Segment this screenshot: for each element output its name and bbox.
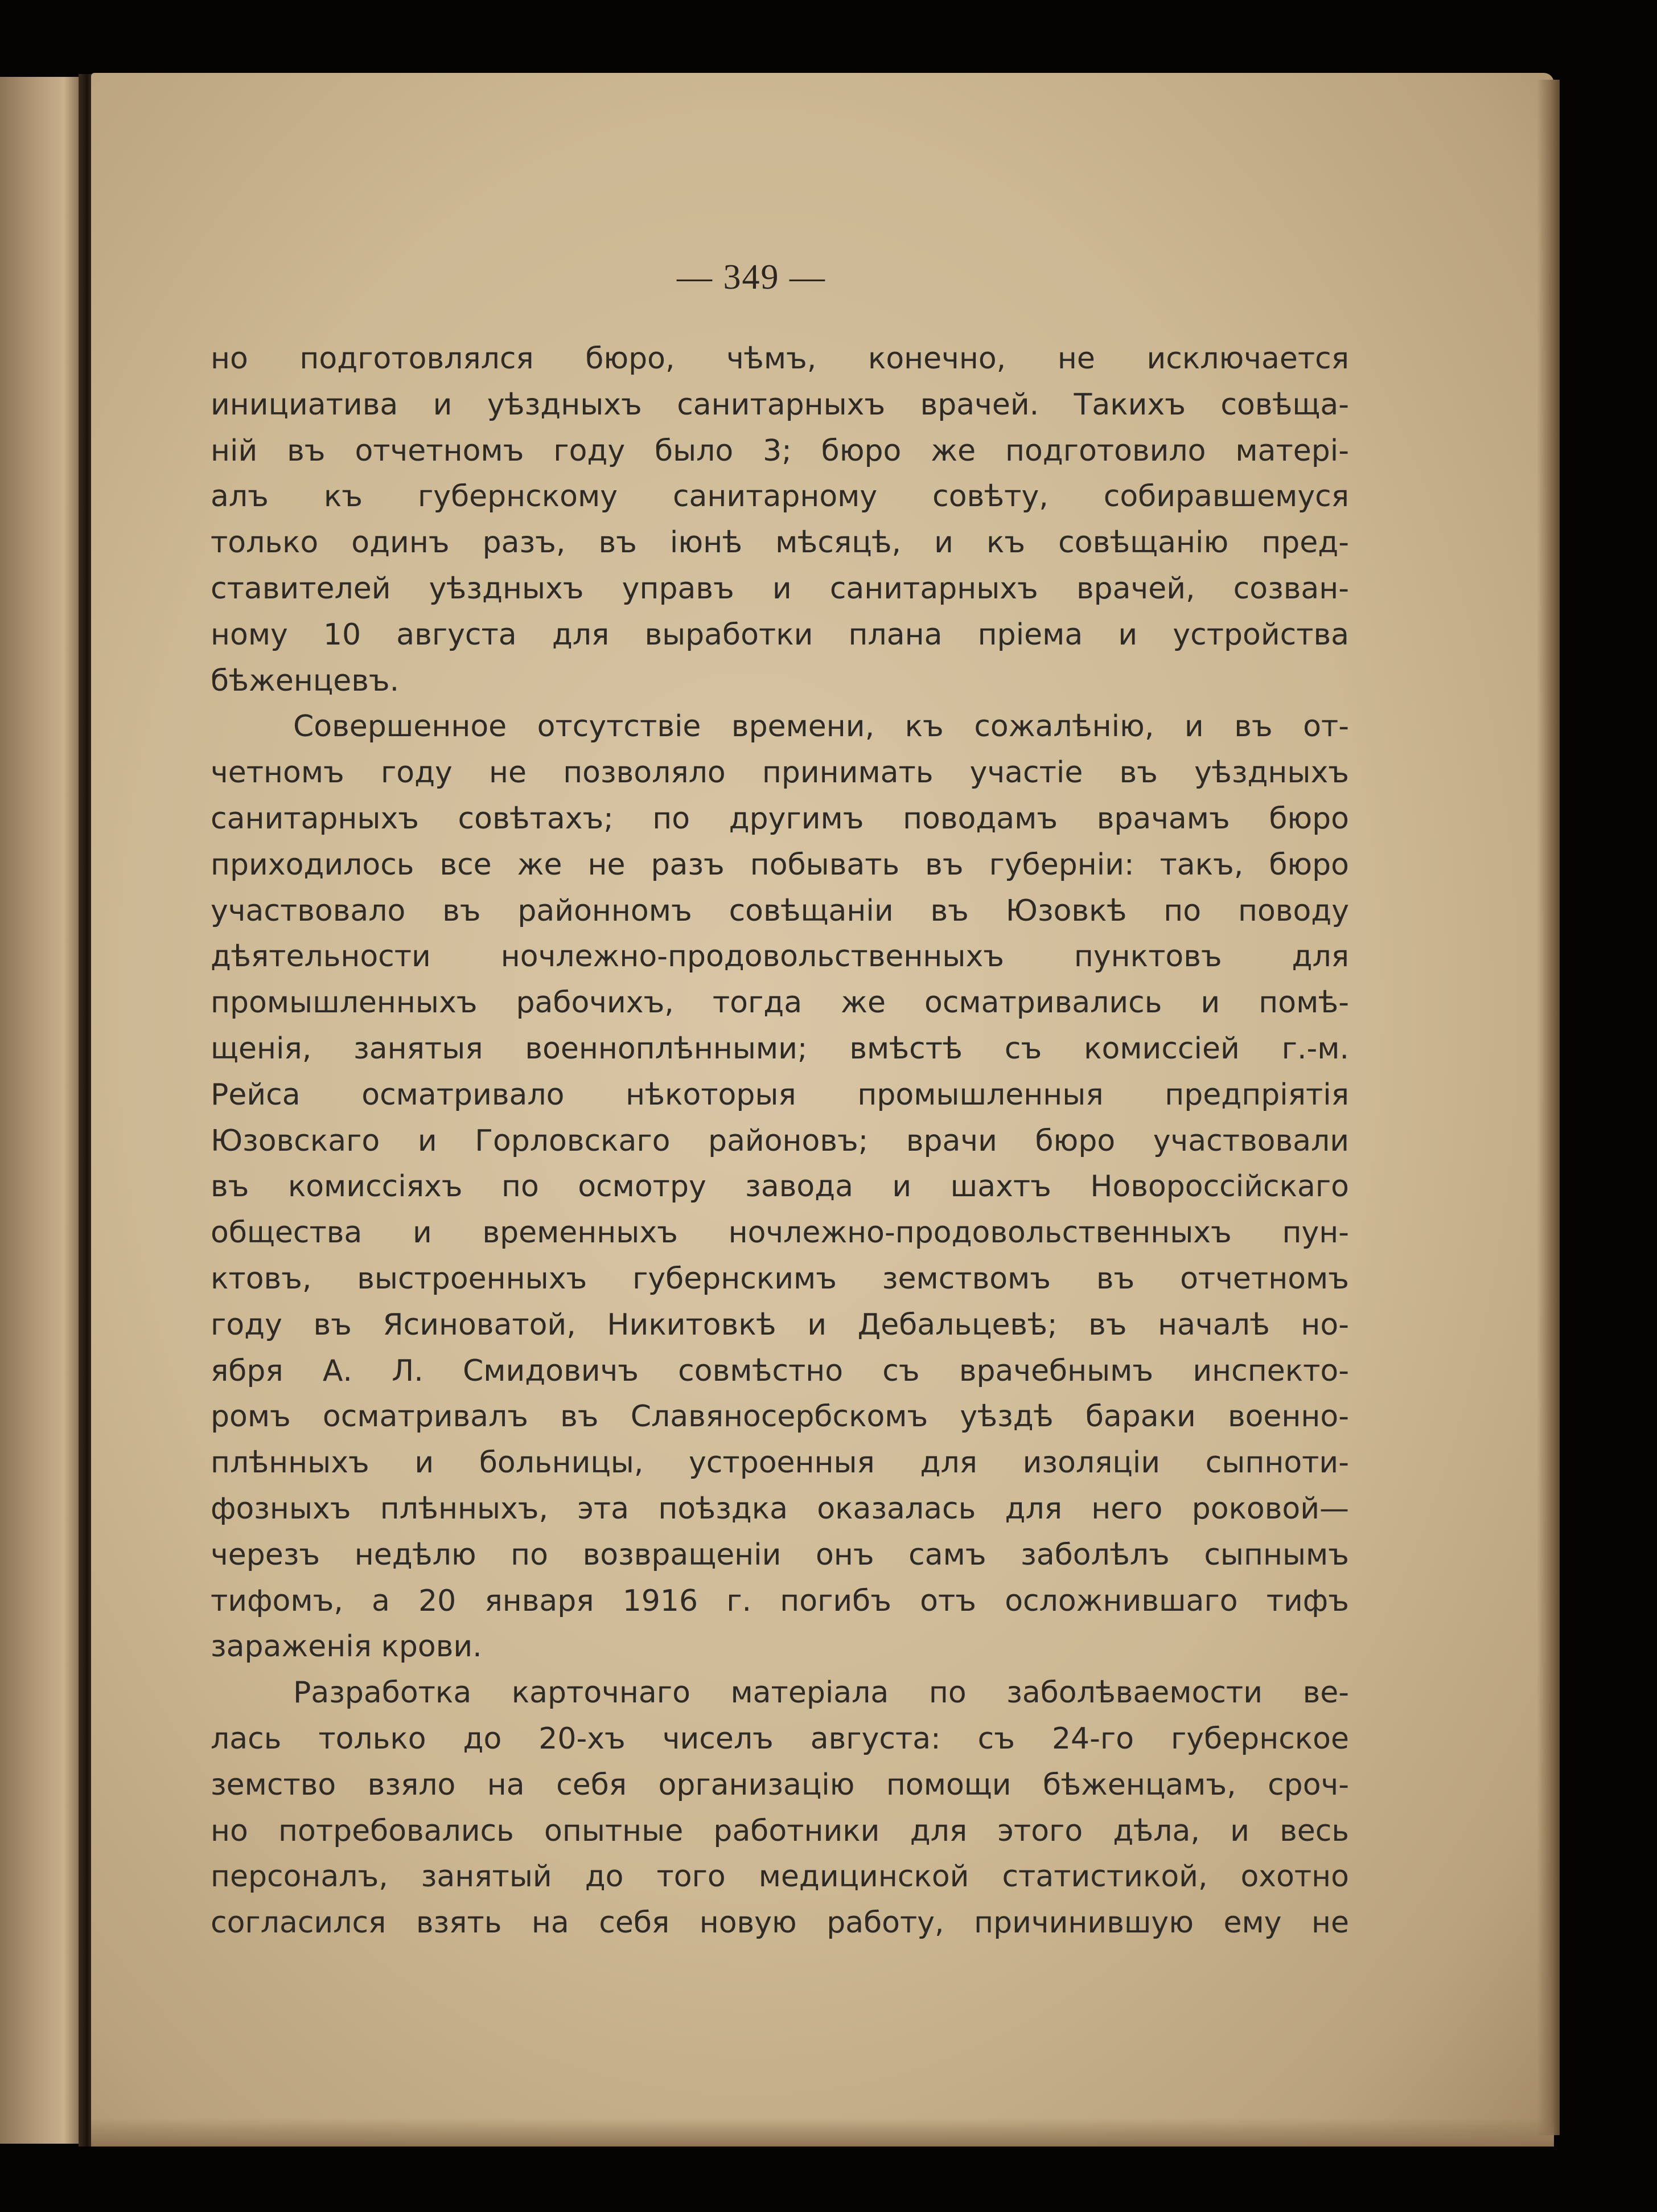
paragraph-1 xyxy=(211,336,1349,704)
text-line: приходилось все же не разъ побывать въ губернiи: такъ, бюро xyxy=(211,847,1349,882)
text-line: черезъ недѣлю по возвращенiи онъ самъ заболѣлъ сыпнымъ xyxy=(211,1537,1349,1572)
text-line: участвовало въ районномъ совѣщанiи въ Юзовкѣ по поводу xyxy=(211,893,1349,928)
page-bottom-edge xyxy=(91,2118,1554,2147)
text-line: Юзовскаго и Горловскаго районовъ; врачи бюро участвовали xyxy=(211,1123,1349,1158)
text-line: плѣнныхъ и больницы, устроенныя для изоляцiи сыпноти- xyxy=(211,1446,1349,1480)
text-line: Разработка карточнаго матерiала по заболѣваемости ве- xyxy=(293,1676,1349,1710)
paragraph-3 xyxy=(211,1670,1349,1946)
text-line: персоналъ, занятый до того медицинской статистикой, охотно xyxy=(211,1860,1349,1894)
text-line: промышленныхъ рабочихъ, тогда же осматривались и помѣ- xyxy=(211,986,1349,1020)
text-line: ному 10 августа для выработки плана прiема и устройства xyxy=(211,617,1349,652)
text-line: фозныхъ плѣнныхъ, эта поѣздка оказалась для него роковой— xyxy=(211,1491,1349,1526)
text-line: году въ Ясиноватой, Никитовкѣ и Дебальцевѣ; въ началѣ но- xyxy=(211,1307,1349,1342)
text-line: только одинъ разъ, въ iюнѣ мѣсяцѣ, и къ совѣщанiю пред- xyxy=(211,526,1349,560)
text-line: инициатива и уѣздныхъ санитарныхъ врачей. Такихъ совѣща- xyxy=(211,387,1349,422)
text-line: лась только до 20-хъ чиселъ августа: съ 24-го губернское xyxy=(211,1721,1349,1756)
text-line: ставителей уѣздныхъ управъ и санитарныхъ врачей, созван- xyxy=(211,571,1349,606)
left-page-edge xyxy=(0,77,85,2144)
text-line: бѣженцевъ. xyxy=(211,663,400,698)
text-line: ромъ осматривалъ въ Славяносербскомъ уѣздѣ бараки военно- xyxy=(211,1400,1349,1434)
text-line: ября А. Л. Смидовичъ совмѣстно съ врачебнымъ инспекто- xyxy=(211,1353,1349,1388)
text-line: санитарныхъ совѣтахъ; по другимъ поводамъ врачамъ бюро xyxy=(211,801,1349,836)
text-line: но подготовлялся бюро, чѣмъ, конечно, не исключается xyxy=(211,342,1349,376)
text-line: Совершенное отсутствiе времени, къ сожалѣнiю, и въ от- xyxy=(293,709,1349,744)
text-line: ктовъ, выстроенныхъ губернскимъ земствомъ въ отчетномъ xyxy=(211,1261,1349,1296)
text-line: въ комиссiяхъ по осмотру завода и шахтъ Новороссiйскаго xyxy=(211,1169,1349,1204)
text-line: четномъ году не позволяло принимать участiе въ уѣздныхъ xyxy=(211,756,1349,790)
text-line: щенiя, занятыя военноплѣнными; вмѣстѣ съ комиссiей г.-м. xyxy=(211,1031,1349,1066)
text-line: алъ къ губернскому санитарному совѣту, собиравшемуся xyxy=(211,479,1349,514)
text-line: но потребовались опытные работники для этого дѣла, и весь xyxy=(211,1813,1349,1848)
text-line: общества и временныхъ ночлежно-продовольственныхъ пун- xyxy=(211,1216,1349,1250)
text-line: зараженiя крови. xyxy=(211,1630,482,1664)
page-number: — 349 — xyxy=(677,258,826,297)
text-line: дѣятельности ночлежно-продовольственныхъ пунктовъ для xyxy=(211,939,1349,974)
text-line: ній въ отчетномъ году было 3; бюро же подготовило матерi- xyxy=(211,433,1349,468)
text-line: тифомъ, а 20 января 1916 г. погибъ отъ осложнившаго тифъ xyxy=(211,1583,1349,1618)
body-text xyxy=(211,336,1349,1946)
paragraph-2 xyxy=(211,704,1349,1670)
page-right-edge xyxy=(1537,80,1560,2135)
text-line: Рейса осматривало нѣкоторыя промышленныя предпрiятiя xyxy=(211,1077,1349,1112)
text-line: согласился взять на себя новую работу, причинившую ему не xyxy=(211,1906,1349,1940)
text-line: земство взяло на себя организацiю помощи бѣженцамъ, сроч- xyxy=(211,1767,1349,1802)
